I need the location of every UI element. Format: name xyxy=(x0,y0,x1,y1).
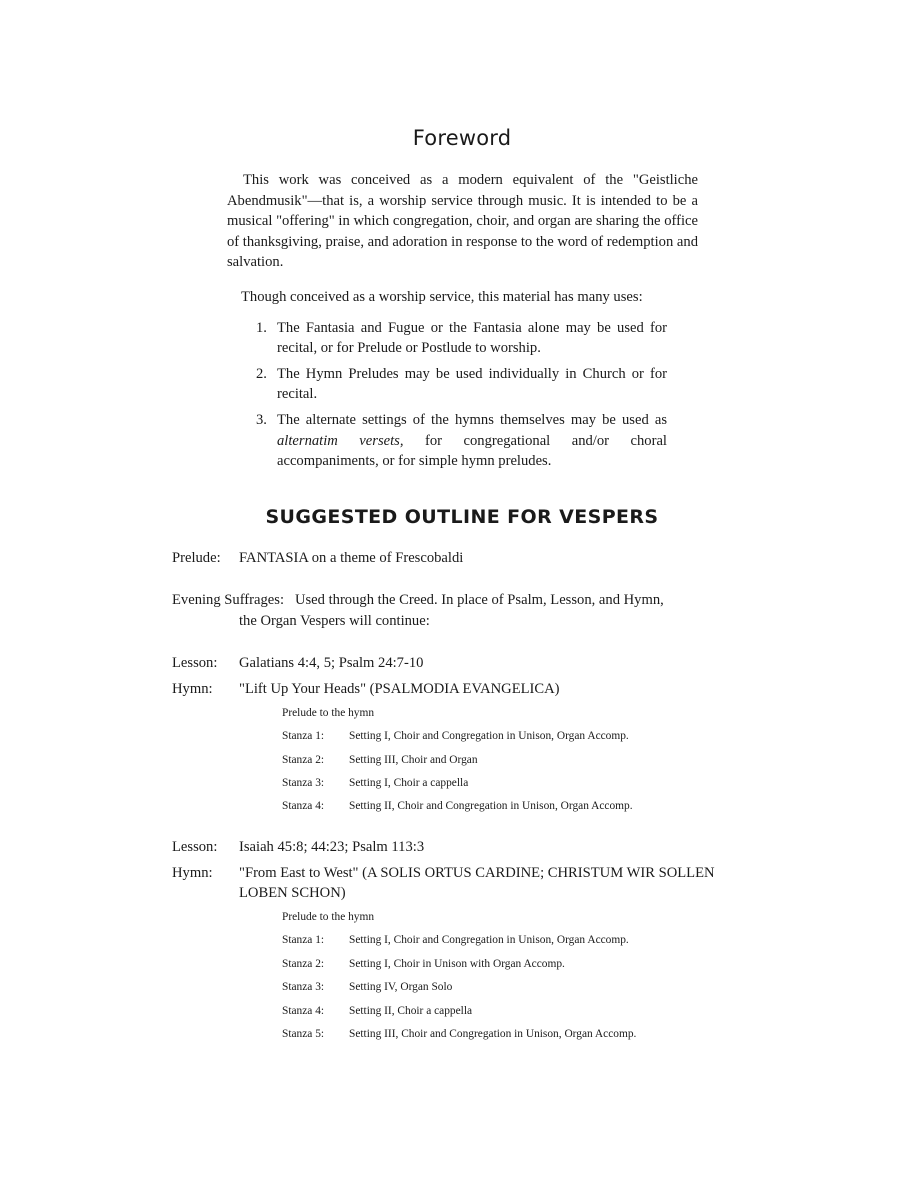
suffrages-row xyxy=(172,590,754,631)
stanza-row xyxy=(282,976,754,999)
list-item xyxy=(227,410,667,472)
stanza-row xyxy=(282,795,754,818)
list-item-text xyxy=(277,412,667,469)
list-item-text-italic: alternatim versets, xyxy=(277,432,404,449)
stanza-row xyxy=(282,1000,754,1023)
prelude-label: Prelude: xyxy=(172,550,221,566)
hymn-prelude-note: Prelude to the hymn xyxy=(282,706,375,719)
list-item-text-end: for congregational and/or choral accompaniments, or for simple hymn preludes. xyxy=(277,432,667,470)
list-item-text: The Hymn Preludes may be used individually in Church or for recital. xyxy=(277,365,667,403)
stanza-row xyxy=(282,725,754,748)
stanza-row xyxy=(282,1023,754,1046)
hymn-text: "Lift Up Your Heads" (PSALMODIA EVANGELICA) xyxy=(239,681,560,698)
vespers-outline xyxy=(172,548,754,1046)
stanza-label: Stanza 4: xyxy=(282,1004,325,1017)
lesson-row-1 xyxy=(172,653,754,675)
uses-list xyxy=(227,318,698,472)
stanza-text: Setting III, Choir and Organ xyxy=(349,753,478,766)
suffrages-text: Used through the Creed. In place of Psalm, Lesson, and Hymn, xyxy=(294,592,664,608)
stanza-text: Setting III, Choir and Congregation in Unison, Organ Accomp. xyxy=(349,1028,637,1041)
list-item-text: The Fantasia and Fugue or the Fantasia alone may be used for recital, or for Prelude or Postlude to worship. xyxy=(277,319,667,357)
outline-heading: SUGGESTED OUTLINE FOR VESPERS xyxy=(265,506,659,528)
lesson-row-2 xyxy=(172,837,754,859)
stanza-label: Stanza 2: xyxy=(282,753,325,766)
hymn-prelude-note: Prelude to the hymn xyxy=(282,911,375,923)
hymn-row-2 xyxy=(172,863,754,904)
stanza-row xyxy=(282,953,754,976)
stanza-row xyxy=(282,749,754,772)
list-item-text-start: The alternate settings of the hymns themselves may be used as xyxy=(277,411,667,428)
stanza-text: Setting II, Choir a cappella xyxy=(349,1004,473,1017)
stanza-text: Setting I, Choir a cappella xyxy=(349,777,469,789)
stanza-label: Stanza 1: xyxy=(282,934,325,947)
lesson-label: Lesson: xyxy=(172,655,218,672)
stanza-text: Setting II, Choir and Congregation in Unison, Organ Accomp. xyxy=(349,800,633,813)
lesson-text: Galatians 4:4, 5; Psalm 24:7-10 xyxy=(239,655,424,672)
stanza-label: Stanza 3: xyxy=(282,777,325,789)
hymn-row-1 xyxy=(172,679,754,700)
stanza-row xyxy=(282,929,754,952)
stanza-label: Stanza 1: xyxy=(282,730,325,743)
hymn-label: Hymn: xyxy=(172,681,213,698)
list-item xyxy=(227,318,667,359)
hymn-text: "From East to West" (A SOLIS ORTUS CARDINE; CHRISTUM WIR SOLLEN LOBEN SCHON) xyxy=(239,864,715,902)
lesson-text: Isaiah 45:8; 44:23; Psalm 113:3 xyxy=(239,838,425,855)
foreword-body xyxy=(227,170,698,477)
foreword-paragraph-2: Though conceived as a worship service, this material has many uses: xyxy=(241,288,643,305)
list-item-number: 3. xyxy=(256,411,267,428)
suffrages-continuation: the Organ Vespers will continue: xyxy=(239,612,430,629)
prelude-row xyxy=(172,548,754,570)
foreword-paragraph-1: This work was conceived as a modern equivalent of the "Geistliche Abendmusik"—that is, a worship service through music. It is intended to be a musical "offering" in which congregation, choir, and organ are sharing the office of thanksgiving, praise, and adoration in response to the word of redemption and salvation. xyxy=(227,172,698,271)
stanza-label: Stanza 5: xyxy=(282,1028,325,1041)
list-item-number: 2. xyxy=(256,365,267,382)
stanza-row xyxy=(282,772,754,795)
stanza-label: Stanza 4: xyxy=(282,800,325,813)
list-item-number: 1. xyxy=(256,319,267,336)
foreword-title: Foreword xyxy=(412,126,512,150)
suffrages-label: Evening Suffrages: xyxy=(172,592,284,608)
stanza-label: Stanza 3: xyxy=(282,981,325,994)
stanza-label: Stanza 2: xyxy=(282,957,325,970)
suffrages-line xyxy=(172,590,754,611)
list-item xyxy=(227,364,667,405)
hymn-label: Hymn: xyxy=(172,864,213,881)
stanza-text: Setting I, Choir and Congregation in Unison, Organ Accomp. xyxy=(349,934,629,947)
prelude-text: FANTASIA on a theme of Frescobaldi xyxy=(239,550,464,566)
stanza-text: Setting IV, Organ Solo xyxy=(349,981,453,994)
lesson-label: Lesson: xyxy=(172,838,218,855)
stanza-text: Setting I, Choir and Congregation in Unison, Organ Accomp. xyxy=(349,730,629,743)
stanza-text: Setting I, Choir in Unison with Organ Accomp. xyxy=(349,957,565,970)
